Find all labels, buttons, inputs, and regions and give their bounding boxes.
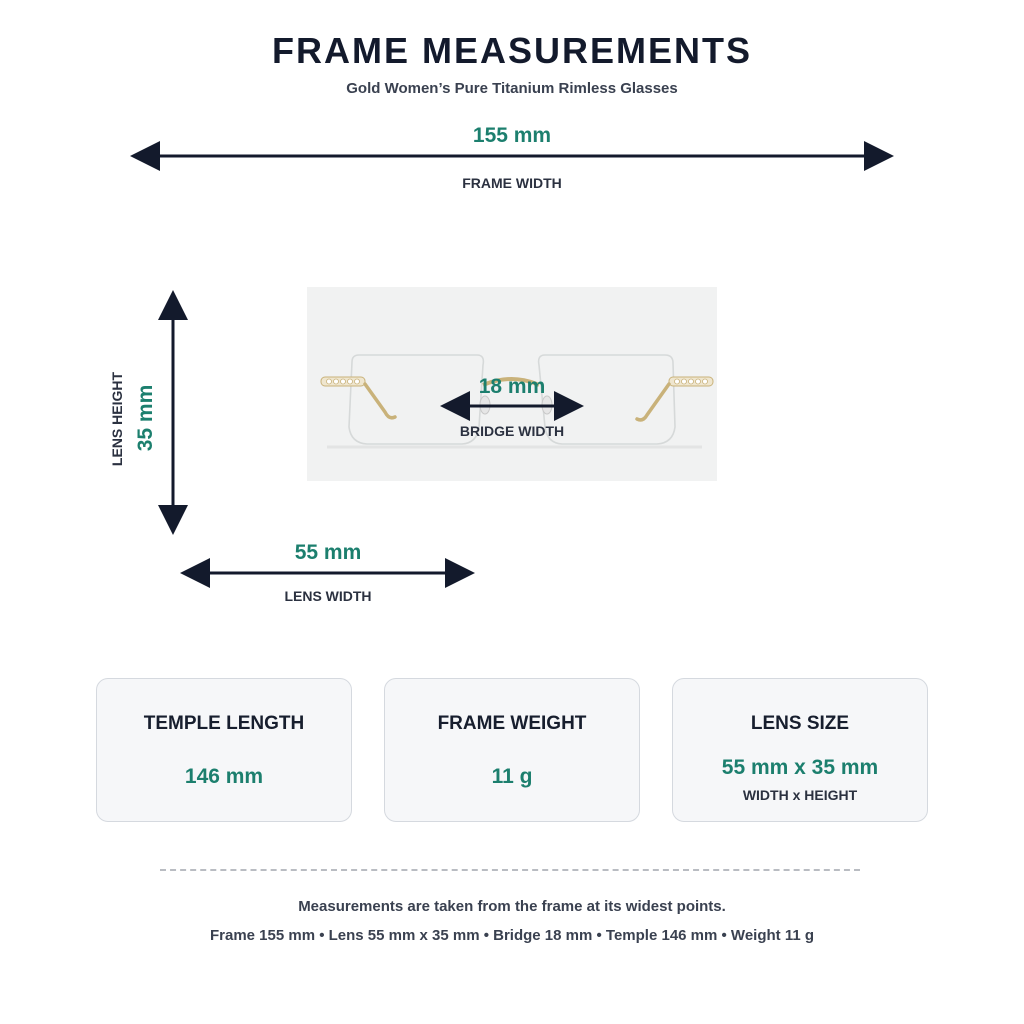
card-value: 11 g — [491, 765, 533, 788]
bridge-width-value: 18 mm — [478, 375, 546, 398]
frame-width-value: 155 mm — [472, 124, 552, 147]
card-value: 55 mm x 35 mm — [721, 756, 879, 779]
page-title: FRAME MEASUREMENTS — [271, 30, 752, 71]
frame-width-label: FRAME WIDTH — [462, 175, 562, 191]
lens-height-arrow-icon — [158, 290, 188, 535]
frame-weight-card — [384, 678, 640, 822]
card-subtitle: WIDTH x HEIGHT — [742, 787, 858, 803]
product-subtitle: Gold Women’s Pure Titanium Rimless Glasses — [346, 80, 678, 97]
footer-summary: Frame 155 mm • Lens 55 mm x 35 mm • Bridge 18 mm • Temple 146 mm • Weight 11 g — [209, 927, 815, 944]
card-title: TEMPLE LENGTH — [143, 713, 305, 734]
lens-size-card — [672, 678, 928, 822]
footer-note: Measurements are taken from the frame at its widest points. — [298, 898, 726, 915]
bridge-width-label: BRIDGE WIDTH — [459, 423, 565, 439]
lens-width-label: LENS WIDTH — [284, 588, 372, 604]
card-title: FRAME WEIGHT — [437, 713, 587, 734]
lens-height-value: 35 mm — [134, 384, 157, 452]
dashed-divider — [160, 869, 860, 871]
lens-height-label: LENS HEIGHT — [109, 371, 125, 467]
temple-length-card — [96, 678, 352, 822]
card-value: 146 mm — [184, 765, 264, 788]
card-title: LENS SIZE — [750, 713, 850, 734]
lens-width-value: 55 mm — [294, 541, 362, 564]
